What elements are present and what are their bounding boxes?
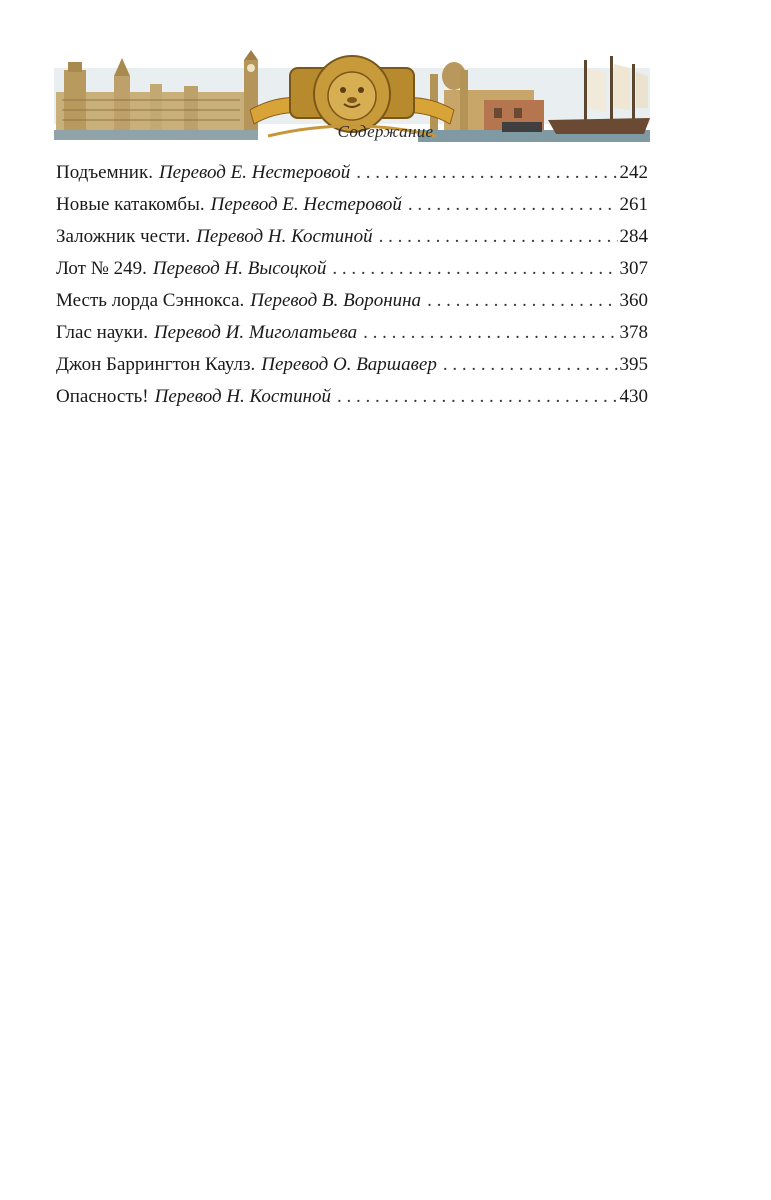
toc-entry-translator: Перевод И. Миголатьева: [153, 322, 358, 343]
toc-entry-title: Глас науки.: [56, 322, 148, 343]
dot-leader: [443, 354, 618, 376]
toc-entry-page: 395: [619, 354, 648, 375]
section-title: Содержание: [337, 122, 434, 141]
toc-entry-page: 261: [619, 194, 648, 215]
toc-entry: [56, 322, 648, 354]
toc-entry-translator: Перевод Н. Костиной: [196, 226, 373, 247]
toc-entry-page: 378: [619, 322, 648, 343]
toc-entry-title: Опасность!: [56, 386, 149, 407]
toc-entry: [56, 258, 648, 290]
dot-leader: [408, 194, 618, 216]
dot-leader: [356, 162, 617, 184]
table-of-contents: [56, 162, 648, 418]
toc-entry: [56, 226, 648, 258]
toc-entry-title: Месть лорда Сэннокса.: [56, 290, 245, 311]
toc-entry-page: 360: [619, 290, 648, 311]
dot-leader: [363, 322, 617, 344]
toc-entry: [56, 290, 648, 322]
toc-entry: [56, 354, 648, 386]
toc-entry-title: Джон Баррингтон Каулз.: [56, 354, 256, 375]
toc-entry-translator: Перевод В. Воронина: [250, 290, 422, 311]
toc-entry-title: Подъемник.: [56, 162, 153, 183]
toc-entry-translator: Перевод О. Варшавер: [261, 354, 437, 375]
toc-entry-translator: Перевод Н. Высоцкой: [152, 258, 327, 279]
toc-entry: [56, 386, 648, 418]
toc-entry-translator: Перевод Е. Нестеровой: [210, 194, 402, 215]
toc-entry-page: 242: [619, 162, 648, 183]
toc-entry: [56, 194, 648, 226]
dot-leader: [427, 290, 617, 312]
toc-entry-title: Новые катакомбы.: [56, 194, 205, 215]
toc-entry-page: 284: [619, 226, 648, 247]
toc-entry-page: 430: [619, 386, 648, 407]
toc-entry-translator: Перевод Н. Костиной: [154, 386, 332, 407]
toc-entry: [56, 162, 648, 194]
toc-entry-translator: Перевод Е. Нестеровой: [158, 162, 351, 183]
dot-leader: [332, 258, 617, 280]
toc-entry-title: Заложник чести.: [56, 226, 191, 247]
toc-entry-page: 307: [619, 258, 648, 279]
dot-leader: [337, 386, 617, 408]
toc-entry-title: Лот № 249.: [56, 258, 147, 279]
dot-leader: [379, 226, 618, 248]
